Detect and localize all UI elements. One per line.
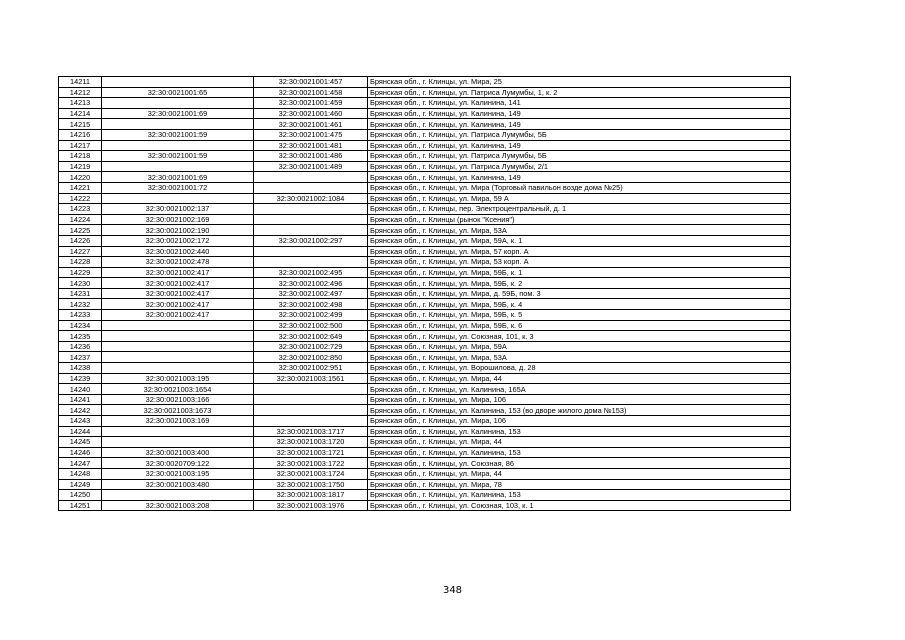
row-number-cell: 14249 [59, 479, 102, 490]
address-cell: Брянская обл., г. Клинцы, ул. Патриса Лумумбы, 5Б [368, 129, 791, 140]
row-number-cell: 14243 [59, 416, 102, 427]
row-number-cell: 14250 [59, 490, 102, 501]
row-number-cell: 14236 [59, 341, 102, 352]
page-number: 348 [442, 585, 463, 596]
object-cadastral-number-cell: 32:30:0021002:297 [254, 235, 368, 246]
address-cell: Брянская обл., г. Клинцы, ул. Калинина, 141 [368, 98, 791, 109]
row-number-cell: 14240 [59, 384, 102, 395]
row-number-cell: 14251 [59, 500, 102, 511]
row-number-cell: 14239 [59, 373, 102, 384]
object-cadastral-number-cell: 32:30:0021001:481 [254, 140, 368, 151]
table-row [59, 246, 791, 257]
table-row [59, 352, 791, 363]
address-cell: Брянская обл., г. Клинцы, ул. Калинина, 165А [368, 384, 791, 395]
row-number-cell: 14228 [59, 257, 102, 268]
address-cell: Брянская обл., г. Клинцы, ул. Патриса Лумумбы, 2/1 [368, 161, 791, 172]
table-row [59, 119, 791, 130]
land-cadastral-number-cell [102, 98, 254, 109]
address-cell: Брянская обл., г. Клинцы, ул. Мира, 44 [368, 468, 791, 479]
address-cell: Брянская обл., г. Клинцы, ул. Мира, 59Б, к. 2 [368, 278, 791, 289]
address-cell: Брянская обл., г. Клинцы, ул. Мира, 106 [368, 416, 791, 427]
object-cadastral-number-cell [254, 257, 368, 268]
land-cadastral-number-cell: 32:30:0021002:417 [102, 278, 254, 289]
table-row [59, 182, 791, 193]
land-cadastral-number-cell [102, 119, 254, 130]
object-cadastral-number-cell: 32:30:0021003:1717 [254, 426, 368, 437]
land-cadastral-number-cell: 32:30:0021002:417 [102, 288, 254, 299]
row-number-cell: 14234 [59, 320, 102, 331]
object-cadastral-number-cell [254, 204, 368, 215]
land-cadastral-number-cell: 32:30:0021001:69 [102, 108, 254, 119]
row-number-cell: 14217 [59, 140, 102, 151]
property-register-table [58, 76, 791, 511]
table-row [59, 214, 791, 225]
row-number-cell: 14222 [59, 193, 102, 204]
address-cell: Брянская обл., г. Клинцы, ул. Мира, 44 [368, 437, 791, 448]
land-cadastral-number-cell: 32:30:0021003:166 [102, 394, 254, 405]
address-cell: Брянская обл., г. Клинцы, ул. Мира, 53А [368, 225, 791, 236]
object-cadastral-number-cell: 32:30:0021001:461 [254, 119, 368, 130]
object-cadastral-number-cell: 32:30:0021003:1724 [254, 468, 368, 479]
address-cell: Брянская обл., г. Клинцы, ул. Мира, 59Б, к. 5 [368, 310, 791, 321]
land-cadastral-number-cell: 32:30:0021002:172 [102, 235, 254, 246]
land-cadastral-number-cell: 32:30:0021002:137 [102, 204, 254, 215]
address-cell: Брянская обл., г. Клинцы, ул. Союзная, 101, к. 3 [368, 331, 791, 342]
address-cell: Брянская обл., г. Клинцы, ул. Ворошилова, д. 28 [368, 363, 791, 374]
row-number-cell: 14213 [59, 98, 102, 109]
table-row [59, 384, 791, 395]
row-number-cell: 14225 [59, 225, 102, 236]
table-row [59, 77, 791, 88]
row-number-cell: 14223 [59, 204, 102, 215]
object-cadastral-number-cell: 32:30:0021001:458 [254, 87, 368, 98]
address-cell: Брянская обл., г. Клинцы, ул. Калинина, 149 [368, 140, 791, 151]
table-row [59, 341, 791, 352]
object-cadastral-number-cell: 32:30:0021002:729 [254, 341, 368, 352]
address-cell: Брянская обл., г. Клинцы, ул. Мира, 25 [368, 77, 791, 88]
row-number-cell: 14244 [59, 426, 102, 437]
table-row [59, 288, 791, 299]
address-cell: Брянская обл., г. Клинцы, ул. Мира, 59Б, к. 4 [368, 299, 791, 310]
row-number-cell: 14238 [59, 363, 102, 374]
address-cell: Брянская обл., г. Клинцы, ул. Союзная, 103, к. 1 [368, 500, 791, 511]
object-cadastral-number-cell: 32:30:0021002:497 [254, 288, 368, 299]
table-row [59, 140, 791, 151]
table-row [59, 363, 791, 374]
object-cadastral-number-cell: 32:30:0021001:459 [254, 98, 368, 109]
address-cell: Брянская обл., г. Клинцы (рынок "Ксения") [368, 214, 791, 225]
object-cadastral-number-cell [254, 405, 368, 416]
land-cadastral-number-cell [102, 140, 254, 151]
object-cadastral-number-cell: 32:30:0021003:1750 [254, 479, 368, 490]
row-number-cell: 14219 [59, 161, 102, 172]
address-cell: Брянская обл., г. Клинцы, ул. Калинина, 153 (во дворе жилого дома №153) [368, 405, 791, 416]
address-cell: Брянская обл., г. Клинцы, ул. Мира, 106 [368, 394, 791, 405]
table-row [59, 490, 791, 501]
table-row [59, 108, 791, 119]
row-number-cell: 14231 [59, 288, 102, 299]
table-row [59, 426, 791, 437]
land-cadastral-number-cell [102, 193, 254, 204]
object-cadastral-number-cell: 32:30:0021001:489 [254, 161, 368, 172]
row-number-cell: 14235 [59, 331, 102, 342]
address-cell: Брянская обл., г. Клинцы, ул. Калинина, 153 [368, 490, 791, 501]
object-cadastral-number-cell [254, 182, 368, 193]
table-row [59, 394, 791, 405]
row-number-cell: 14246 [59, 447, 102, 458]
object-cadastral-number-cell: 32:30:0021001:460 [254, 108, 368, 119]
object-cadastral-number-cell: 32:30:0021002:850 [254, 352, 368, 363]
row-number-cell: 14224 [59, 214, 102, 225]
land-cadastral-number-cell [102, 77, 254, 88]
row-number-cell: 14220 [59, 172, 102, 183]
land-cadastral-number-cell [102, 363, 254, 374]
land-cadastral-number-cell [102, 161, 254, 172]
address-cell: Брянская обл., г. Клинцы, ул. Мира, 59А [368, 341, 791, 352]
land-cadastral-number-cell [102, 352, 254, 363]
table-row [59, 320, 791, 331]
address-cell: Брянская обл., г. Клинцы, ул. Мира, 78 [368, 479, 791, 490]
row-number-cell: 14218 [59, 151, 102, 162]
table-row [59, 235, 791, 246]
object-cadastral-number-cell [254, 394, 368, 405]
table-row [59, 458, 791, 469]
object-cadastral-number-cell: 32:30:0021002:951 [254, 363, 368, 374]
table-row [59, 437, 791, 448]
object-cadastral-number-cell: 32:30:0021003:1720 [254, 437, 368, 448]
address-cell: Брянская обл., г. Клинцы, ул. Мира, 59 А [368, 193, 791, 204]
object-cadastral-number-cell: 32:30:0021002:496 [254, 278, 368, 289]
row-number-cell: 14245 [59, 437, 102, 448]
object-cadastral-number-cell [254, 214, 368, 225]
land-cadastral-number-cell: 32:30:0021001:72 [102, 182, 254, 193]
row-number-cell: 14242 [59, 405, 102, 416]
address-cell: Брянская обл., г. Клинцы, ул. Мира, 53 корп. А [368, 257, 791, 268]
land-cadastral-number-cell: 32:30:0021003:208 [102, 500, 254, 511]
object-cadastral-number-cell: 32:30:0021001:475 [254, 129, 368, 140]
object-cadastral-number-cell: 32:30:0021003:1722 [254, 458, 368, 469]
land-cadastral-number-cell: 32:30:0021003:480 [102, 479, 254, 490]
table-row [59, 193, 791, 204]
table-row [59, 468, 791, 479]
land-cadastral-number-cell: 32:30:0021002:417 [102, 299, 254, 310]
table-body [59, 77, 791, 511]
address-cell: Брянская обл., г. Клинцы, ул. Мира, 59А, к. 1 [368, 235, 791, 246]
address-cell: Брянская обл., г. Клинцы, ул. Патриса Лумумбы, 1, к. 2 [368, 87, 791, 98]
table-row [59, 172, 791, 183]
land-cadastral-number-cell [102, 320, 254, 331]
row-number-cell: 14247 [59, 458, 102, 469]
land-cadastral-number-cell: 32:30:0021002:417 [102, 310, 254, 321]
land-cadastral-number-cell: 32:30:0021002:440 [102, 246, 254, 257]
row-number-cell: 14216 [59, 129, 102, 140]
address-cell: Брянская обл., г. Клинцы, ул. Союзная, 86 [368, 458, 791, 469]
table-row [59, 416, 791, 427]
row-number-cell: 14212 [59, 87, 102, 98]
table-row [59, 225, 791, 236]
row-number-cell: 14241 [59, 394, 102, 405]
table-row [59, 479, 791, 490]
object-cadastral-number-cell: 32:30:0021003:1721 [254, 447, 368, 458]
land-cadastral-number-cell: 32:30:0021003:195 [102, 373, 254, 384]
land-cadastral-number-cell: 32:30:0021002:169 [102, 214, 254, 225]
table-row [59, 267, 791, 278]
land-cadastral-number-cell: 32:30:0021001:59 [102, 129, 254, 140]
object-cadastral-number-cell [254, 416, 368, 427]
object-cadastral-number-cell: 32:30:0021002:499 [254, 310, 368, 321]
land-cadastral-number-cell: 32:30:0021002:417 [102, 267, 254, 278]
address-cell: Брянская обл., г. Клинцы, ул. Калинина, 149 [368, 119, 791, 130]
row-number-cell: 14237 [59, 352, 102, 363]
row-number-cell: 14229 [59, 267, 102, 278]
land-cadastral-number-cell: 32:30:0021002:478 [102, 257, 254, 268]
land-cadastral-number-cell: 32:30:0021003:1654 [102, 384, 254, 395]
land-cadastral-number-cell [102, 341, 254, 352]
land-cadastral-number-cell: 32:30:0021001:59 [102, 151, 254, 162]
address-cell: Брянская обл., г. Клинцы, ул. Калинина, 149 [368, 108, 791, 119]
table-row [59, 161, 791, 172]
address-cell: Брянская обл., г. Клинцы, ул. Мира, 59Б, к. 6 [368, 320, 791, 331]
land-cadastral-number-cell: 32:30:0021003:400 [102, 447, 254, 458]
object-cadastral-number-cell: 32:30:0021001:486 [254, 151, 368, 162]
object-cadastral-number-cell: 32:30:0021002:495 [254, 267, 368, 278]
table-row [59, 87, 791, 98]
land-cadastral-number-cell: 32:30:0020709:122 [102, 458, 254, 469]
table-row [59, 204, 791, 215]
row-number-cell: 14226 [59, 235, 102, 246]
row-number-cell: 14230 [59, 278, 102, 289]
object-cadastral-number-cell: 32:30:0021002:500 [254, 320, 368, 331]
row-number-cell: 14214 [59, 108, 102, 119]
table-row [59, 278, 791, 289]
object-cadastral-number-cell: 32:30:0021002:498 [254, 299, 368, 310]
table-row [59, 257, 791, 268]
row-number-cell: 14215 [59, 119, 102, 130]
object-cadastral-number-cell: 32:30:0021003:1817 [254, 490, 368, 501]
object-cadastral-number-cell [254, 172, 368, 183]
row-number-cell: 14248 [59, 468, 102, 479]
land-cadastral-number-cell: 32:30:0021002:190 [102, 225, 254, 236]
table-row [59, 151, 791, 162]
row-number-cell: 14227 [59, 246, 102, 257]
address-cell: Брянская обл., г. Клинцы, ул. Калинина, 149 [368, 172, 791, 183]
object-cadastral-number-cell: 32:30:0021003:1976 [254, 500, 368, 511]
row-number-cell: 14233 [59, 310, 102, 321]
object-cadastral-number-cell [254, 246, 368, 257]
row-number-cell: 14232 [59, 299, 102, 310]
table-row [59, 98, 791, 109]
address-cell: Брянская обл., г. Клинцы, ул. Мира, 57 корп. А [368, 246, 791, 257]
address-cell: Брянская обл., г. Клинцы, ул. Мира, 53А [368, 352, 791, 363]
address-cell: Брянская обл., г. Клинцы, ул. Мира, 44 [368, 373, 791, 384]
land-cadastral-number-cell [102, 437, 254, 448]
land-cadastral-number-cell: 32:30:0021003:195 [102, 468, 254, 479]
land-cadastral-number-cell [102, 490, 254, 501]
land-cadastral-number-cell: 32:30:0021003:169 [102, 416, 254, 427]
land-cadastral-number-cell [102, 331, 254, 342]
address-cell: Брянская обл., г. Клинцы, ул. Калинина, 153 [368, 447, 791, 458]
address-cell: Брянская обл., г. Клинцы, ул. Мира, д. 59Б, пом. 3 [368, 288, 791, 299]
table-row [59, 310, 791, 321]
address-cell: Брянская обл., г. Клинцы, ул. Патриса Лумумбы, 5Б [368, 151, 791, 162]
land-cadastral-number-cell: 32:30:0021003:1673 [102, 405, 254, 416]
object-cadastral-number-cell [254, 384, 368, 395]
table-row [59, 331, 791, 342]
address-cell: Брянская обл., г. Клинцы, ул. Мира, 59Б, к. 1 [368, 267, 791, 278]
land-cadastral-number-cell [102, 426, 254, 437]
object-cadastral-number-cell: 32:30:0021002:1084 [254, 193, 368, 204]
table-row [59, 129, 791, 140]
row-number-cell: 14221 [59, 182, 102, 193]
table-row [59, 373, 791, 384]
land-cadastral-number-cell: 32:30:0021001:65 [102, 87, 254, 98]
table-row [59, 405, 791, 416]
object-cadastral-number-cell: 32:30:0021001:457 [254, 77, 368, 88]
row-number-cell: 14211 [59, 77, 102, 88]
land-cadastral-number-cell: 32:30:0021001:69 [102, 172, 254, 183]
table-row [59, 447, 791, 458]
address-cell: Брянская обл., г. Клинцы, ул. Мира (Торговый павильон возде дома №25) [368, 182, 791, 193]
object-cadastral-number-cell: 32:30:0021003:1561 [254, 373, 368, 384]
address-cell: Брянская обл., г. Клинцы, пер. Электроцентральный, д. 1 [368, 204, 791, 215]
table-row [59, 500, 791, 511]
address-cell: Брянская обл., г. Клинцы, ул. Калинина, 153 [368, 426, 791, 437]
table-row [59, 299, 791, 310]
object-cadastral-number-cell [254, 225, 368, 236]
object-cadastral-number-cell: 32:30:0021002:649 [254, 331, 368, 342]
